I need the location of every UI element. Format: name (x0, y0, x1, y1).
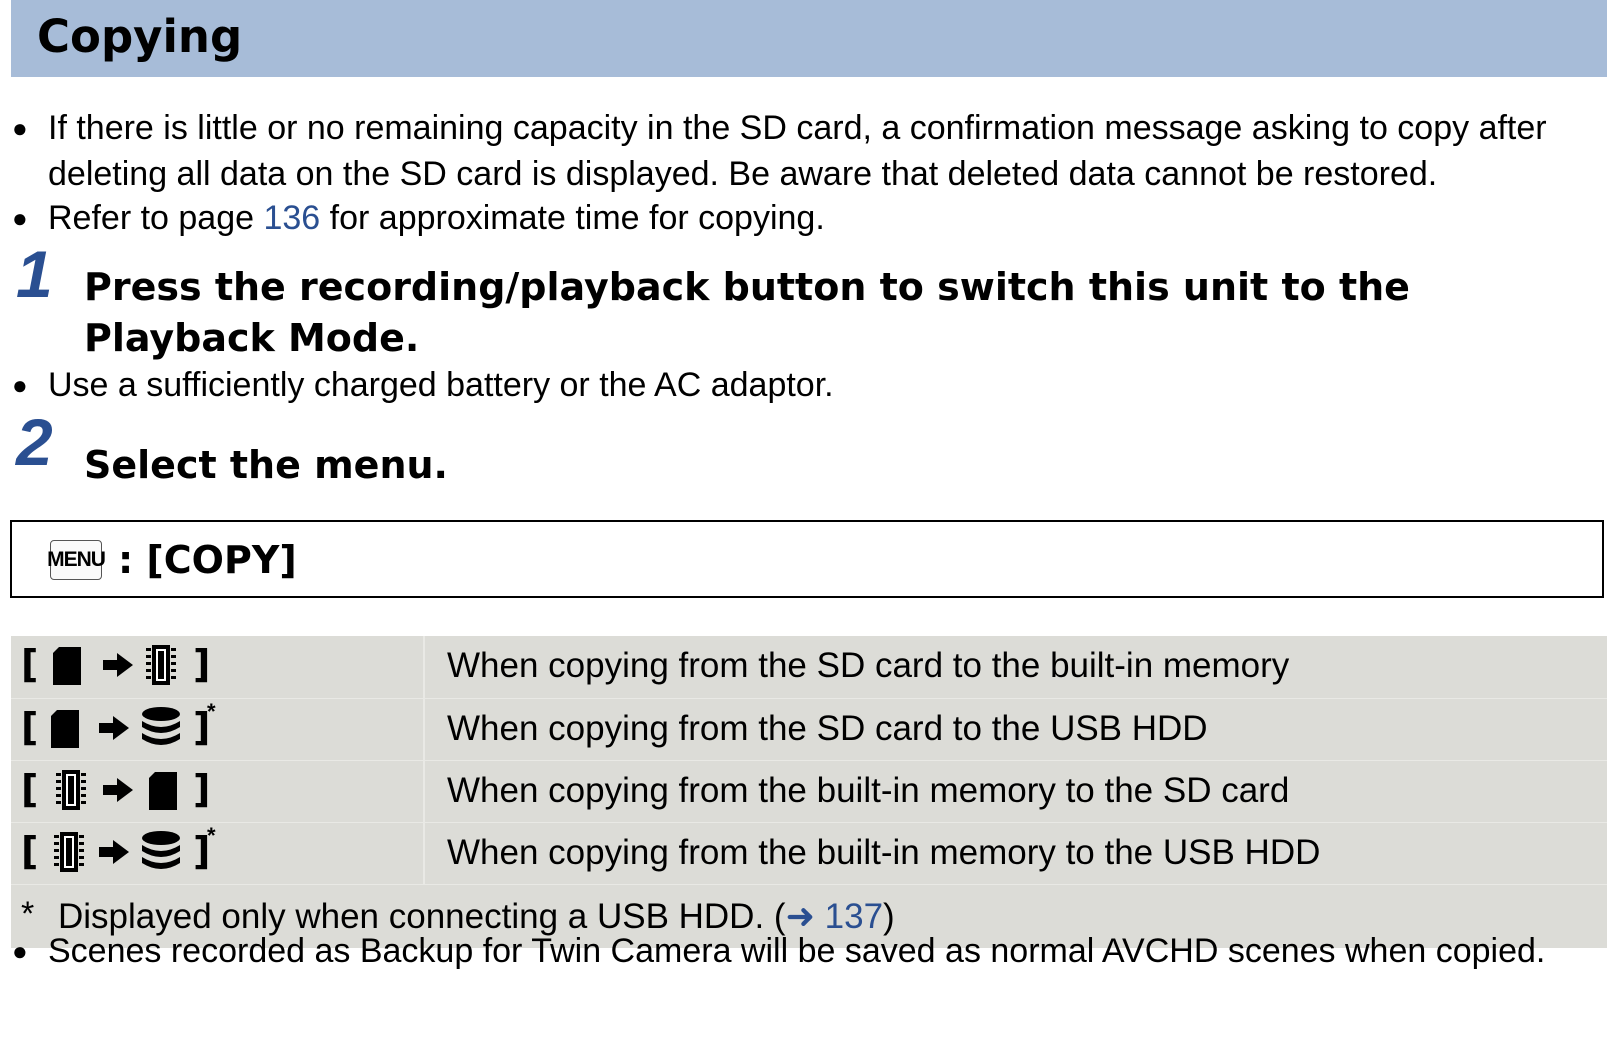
table-row (11, 760, 1607, 823)
bullet-text-post: for approximate time for copying. (320, 199, 825, 237)
copy-options-table (11, 636, 1607, 948)
page-link[interactable]: 137 (824, 897, 884, 936)
bracket-open: [ (21, 642, 39, 686)
section-header (11, 0, 1607, 77)
copy-direction-cell (11, 823, 423, 885)
bullet-icon: ● (12, 936, 28, 966)
section-title: Copying (37, 10, 243, 63)
usb-hdd-icon (139, 705, 183, 749)
footnote-star: * (21, 895, 35, 933)
copy-description-cell (423, 699, 1607, 761)
bullet-text: Scenes recorded as Backup for Twin Camera will be saved as normal AVCHD scenes when copied. (48, 932, 1546, 970)
arrow-right-icon (101, 775, 135, 805)
copy-description-cell (423, 761, 1607, 823)
menu-label: : [COPY] (118, 538, 297, 582)
arrow-link-icon: ➜ (785, 897, 815, 936)
bracket-close: ] (193, 829, 211, 873)
bullet-text-pre: Refer to page (48, 199, 264, 237)
bullet-icon: ● (12, 113, 28, 143)
bullet-text: Use a sufficiently charged battery or the AC adaptor. (48, 366, 834, 404)
asterisk-mark: * (207, 699, 216, 724)
sd-card-icon (49, 709, 81, 749)
copy-description: When copying from the built-in memory to the USB HDD (447, 833, 1321, 872)
copy-direction-cell (11, 761, 423, 823)
page-link[interactable]: 136 (263, 199, 321, 237)
bracket-close: ] (193, 767, 211, 811)
arrow-right-icon (97, 837, 131, 867)
bullet-text (48, 195, 1608, 241)
bracket-open: [ (21, 767, 39, 811)
copy-direction-cell (11, 636, 423, 698)
sd-card-icon (51, 646, 83, 686)
bracket-open: [ (21, 829, 39, 873)
table-row (11, 698, 1607, 761)
arrow-right-icon (97, 713, 131, 743)
step-text: Press the recording/playback button to switch this unit to the Playback Mode. (84, 265, 1410, 360)
asterisk-mark: * (207, 823, 216, 848)
built-in-memory-icon (53, 829, 85, 875)
copy-description: When copying from the SD card to the built-in memory (447, 646, 1290, 685)
footnote-text-post: ) (883, 897, 895, 936)
table-row (11, 636, 1607, 698)
step-text: Select the menu. (84, 443, 448, 487)
built-in-memory-icon (55, 767, 87, 813)
copy-description: When copying from the SD card to the USB HDD (447, 709, 1208, 748)
menu-icon: MENU (50, 540, 102, 580)
menu-path-box (10, 520, 1604, 598)
bracket-close: ] (193, 642, 211, 686)
bracket-open: [ (21, 705, 39, 749)
table-row (11, 822, 1607, 885)
built-in-memory-icon (145, 642, 177, 688)
usb-hdd-icon (139, 829, 183, 873)
arrow-right-icon (101, 650, 135, 680)
copy-description-cell (423, 636, 1607, 698)
step-number: 1 (16, 237, 53, 311)
bracket-close: ] (193, 705, 211, 749)
bullet-text: If there is little or no remaining capacity in the SD card, a confirmation message asking to copy after deleting all data on the SD card is displayed. Be aware that deleted data cannot be restored. (48, 109, 1547, 193)
footnote-text-pre: Displayed only when connecting a USB HDD. ( (58, 897, 786, 936)
copy-description: When copying from the built-in memory to the SD card (447, 771, 1290, 810)
bullet-icon: ● (12, 203, 28, 233)
copy-direction-cell (11, 699, 423, 761)
copy-description-cell (423, 823, 1607, 885)
step-number: 2 (16, 405, 53, 479)
sd-card-icon (147, 771, 179, 811)
bullet-icon: ● (12, 370, 28, 400)
